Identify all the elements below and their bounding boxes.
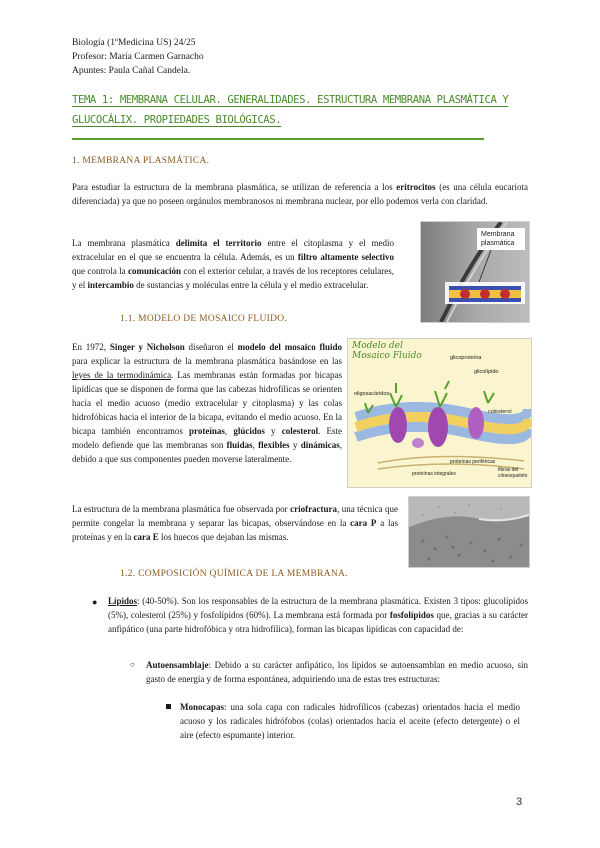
bullet-disc: ●	[92, 597, 98, 607]
label-proteinas-perifericas: proteínas periféricas	[450, 459, 496, 465]
label-fibras-citoesqueleto: fibras del citoesqueleto	[498, 467, 528, 479]
fluid-mosaic-diagram	[347, 338, 532, 488]
bullet-monocapas: Monocapas: una sola capa con radicales hidrofílicos (cabezas) orientados hacia el medio acuoso y los radicales hidrófobos (colas) orientados hacia el aceite (efecto detergente) o el aire (efecto espumante) interior.	[180, 702, 520, 740]
title-underline	[72, 138, 484, 140]
page-title: TEMA 1: MEMBRANA CELULAR. GENERALIDADES. ESTRUCTURA MEMBRANA PLASMÁTICA Y GLUCOCÁLIX. PROPIEDADES BIOLÓGICAS.	[72, 94, 509, 126]
label-glicolipido: glicolípido	[474, 369, 499, 375]
freeze-fracture-svg	[409, 497, 529, 567]
section-heading-1-1: 1.1. MODELO DE MOSAICO FLUIDO.	[120, 314, 288, 324]
label-proteinas-integrales: proteínas integrales	[412, 471, 456, 477]
page-number: 3	[516, 796, 523, 808]
micrograph-label-2: plasmática	[481, 240, 515, 247]
header-course: Biología (1ºMedicina US) 24/25	[72, 38, 196, 48]
bullet-lipidos: Lípidos: (40-50%). Son los responsables de la estructura de la membrana plasmática. Existen 3 tipos: glucolípidos (5%), colesterol (25%) y fosfolípidos (60%). La membrana está formada por fosfolípidos que, gracias a su carácter anfipático (una parte hidrofóbica y otra hidrofílica), forman las bicapas lipídicas con capacidad de:	[108, 596, 528, 634]
header-author: Apuntes: Paula Cañal Candela.	[72, 66, 191, 76]
diagram-title: Modelo del Mosaico Fluido	[352, 341, 422, 361]
bullet-autoensamblaje: Autoensamblaje: Debido a su carácter anfipático, los lípidos se autoensamblan en medio acuoso, sin gasto de energía y de forma espontánea, adquiriendo una de estas tres estructuras:	[146, 660, 528, 684]
micrograph-label-1: Membrana	[481, 231, 515, 238]
label-oligosacaridos: oligosacáridos	[354, 391, 390, 397]
paragraph-criofractura: La estructura de la membrana plasmática fue observada por criofractura, una técnica que permite congelar la membrana y separar las bicapas, observándose en la cara P a las proteínas y en la cara E los huecos que dejaban las mismas.	[72, 504, 399, 542]
freeze-fracture-micrograph	[408, 496, 530, 568]
paragraph-fluid-mosaic: En 1972, Singer y Nicholson diseñaron el modelo del mosaico fluido para explicar la estructura de la membrana plasmática basándose en las leyes de la termodinámica. Las membranas están formadas por bicapas lipídicas que se disponen de forma que las cabezas hidrofílicas se orienten hacia el medio acuoso (medio extracelular y citoplasma) y las colas hidrofóbicas hacia el interior de la bicapa, evitando el medio acuoso. En la bicapa también encontramos proteínas, glúcidos y colesterol. Este modelo defiende que las membranas son fluidas, flexibles y dinámicas, debido a que sus componentes pueden moverse lateralmente.	[72, 342, 343, 464]
bullet-circle: ○	[130, 660, 135, 669]
label-glicoproteina: glicoproteína	[450, 355, 482, 361]
bullet-square	[166, 704, 171, 709]
header-professor: Profesor: María Carmen Garnacho	[72, 52, 204, 62]
section-heading-1: 1. MEMBRANA PLASMÁTICA.	[72, 156, 210, 166]
label-colesterol: colesterol	[488, 409, 512, 415]
membrane-micrograph	[420, 221, 530, 323]
paragraph-membrane-function: La membrana plasmática delimita el territorio entre el citoplasma y el medio extracelular en el que se encuentra la célula. Además, es un filtro altamente selectivo que controla la comunicación con el exterior celular, a través de los receptores celulares, y el intercambio de sustancias y moléculas entre la célula y el medio extracelular.	[72, 238, 394, 290]
paragraph-intro: Para estudiar la estructura de la membrana plasmática, se utilizan de referencia a los eritrocitos (es una célula eucariota diferenciada) ya que no poseen orgánulos membranosos ni membrana nuclear, por ello podemos verla con claridad.	[72, 182, 528, 206]
section-heading-1-2: 1.2. COMPOSICIÓN QUÍMICA DE LA MEMBRANA.	[120, 569, 348, 579]
